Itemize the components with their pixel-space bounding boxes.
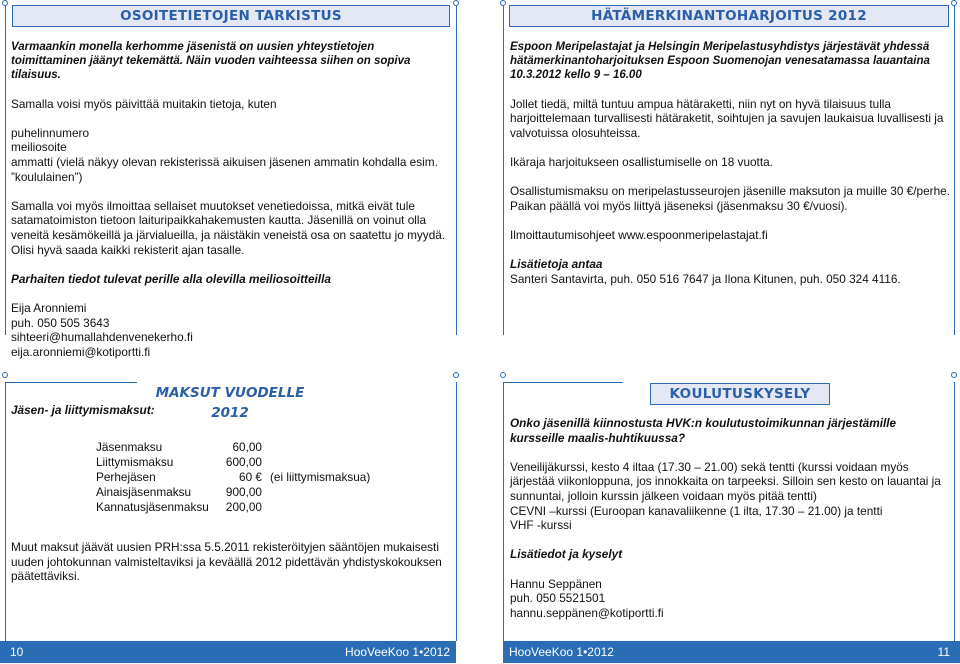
issue-label-right: HooVeeKoo 1•2012 [509,645,614,659]
fee-amount: 900,00 [225,485,262,499]
fee-amount: 600,00 [225,455,262,469]
survey-contact-name: Hannu Seppänen [510,576,602,591]
frame-dot [951,0,957,6]
frame-line-right [954,0,955,335]
frame-line-lower-center-l [456,382,457,641]
section-title-address-check: OSOITETIETOJEN TARKISTUS [12,5,450,27]
update-item: ammatti (vielä näkyy olevan rekisterissä aikuisen jäsenen ammatin kohdalla esim. ”koululainen”) [11,154,438,184]
exercise-registration[interactable]: Ilmoittautumisohjeet www.espoonmeripelastajat.fi [510,227,768,242]
survey-question: Onko jäsenillä kiinnostusta HVK:n koulutustoimikunnan järjestämille kursseille maalis-huhtikuussa? [510,416,897,445]
survey-contact-phone: puh. 050 5521501 [510,591,606,606]
fee-amount: 60,00 [232,440,262,454]
fee-row [96,455,370,470]
more-info-contacts: Santeri Santavirta, puh. 050 516 7647 ja Ilona Kitunen, puh. 050 324 4116. [510,271,901,286]
course-survey-column [510,416,950,620]
contact-name: Eija Aronniemi [11,300,87,315]
frame-line-center-left [456,0,457,335]
frame-line-mid-left [5,382,137,383]
update-item: puhelinnumero [11,125,90,140]
survey-contact-email[interactable]: hannu.seppänen@kotiportti.fi [510,605,664,620]
frame-dot [453,372,459,378]
section-title-course-survey: KOULUTUSKYSELY [650,383,830,405]
update-lead: Samalla voisi myös päivittää muitakin tietoja, kuten [11,96,277,111]
footer-right [503,641,960,663]
contact-email[interactable]: eija.aronniemi@kotiportti.fi [11,344,151,359]
fee-note [262,455,270,470]
fee-name: Ainaisjäsenmaksu [96,485,192,499]
frame-line-mid-right [503,382,623,383]
frame-dot [2,372,8,378]
fee-row [96,440,370,455]
course-item: VHF -kurssi [510,518,572,533]
more-info-label: Lisätietoja antaa [510,257,603,272]
contact-phone: puh. 050 505 3643 [11,315,110,330]
frame-line-left [5,0,6,335]
frame-dot [453,0,459,6]
address-check-column [11,40,451,359]
frame-dot [500,0,506,6]
frame-line-center-right [503,0,504,335]
fee-name: Jäsenmaksu [96,440,163,454]
course-item: CEVNI –kurssi (Euroopan kanavaliikenne (1 ilta, 17.30 – 21.00) ja tentti [510,503,883,518]
frame-dot [500,372,506,378]
other-fees-note: Muut maksut jäävät uusien PRH:ssa 5.5.2011 rekisteröityjen sääntöjen mukaisesti uuden johtokunnan valmisteltaviksi ja keväällä 2012 pidettävän yhdistyskokouksen päätettäviksi. [11,540,442,584]
section-title-fees: MAKSUT VUODELLE 2012 [140,383,320,405]
footer-left [0,641,456,663]
best-route-note: Parhaiten tiedot tulevat perille alla olevilla meiliosoitteilla [11,271,331,286]
frame-line-lower-right [954,382,955,641]
frame-dot [951,372,957,378]
course-item: Veneilijäkurssi, kesto 4 iltaa (17.30 – 21.00) sekä tentti (kurssi voidaan myös järjestää viikonloppuna, jos innokkaita on tarpeeksi. Silloin sen kesto on lauantai ja sunnuntai, jolloin kurssin jälkeen voidaan myös pitää tentti) [510,459,941,503]
flare-exercise-column [510,40,950,286]
boat-info-paragraph: Samalla voi myös ilmoittaa sellaiset muutokset venetiedoissa, mitkä eivät tule satamatoimiston tietoon laituripaikkahakemusten kautta. Jäsenillä on voinut olla veneitä kesämökeillä ja järvialueilla, ja näistäkin veneistä osa on saatettu jo myydä. Olisi hyvä saada kaikki rekisterit ajan tasalle. [11,198,446,257]
fee-name: Liittymismaksu [96,455,174,469]
survey-more-label: Lisätiedot ja kyselyt [510,547,623,562]
address-intro: Varmaankin monella kerhomme jäsenistä on uusien yhteystietojen toimittaminen jäänyt tekemättä. Näin vuoden vaihteessa siihen on sopiva tilaisuus. [11,41,411,81]
update-item: meiliosoite [11,140,67,155]
fees-subtitle: Jäsen- ja liittymismaksut: [11,403,155,417]
section-title-flare-exercise: HÄTÄMERKINANTOHARJOITUS 2012 [509,5,949,27]
page-number-right: 11 [937,645,950,659]
exercise-paragraph: Jollet tiedä, miltä tuntuu ampua hätäraketti, niin nyt on hyvä tilaisuus tulla harjoittelemaan turvallisesti hätäraketit, soihtujen ja savujen laukaisua luvallisesti ja valvotuissa olosuhteissa. [510,96,944,140]
fee-note: (ei liittymismaksua) [270,470,371,484]
contact-email[interactable]: sihteeri@humallahdenvenekerho.fi [11,330,193,345]
issue-label-left: HooVeeKoo 1•2012 [345,645,450,659]
fee-note [262,485,270,500]
frame-line-lower-left [5,382,6,641]
exercise-age-limit: Ikäraja harjoitukseen osallistumiselle on 18 vuotta. [510,154,773,169]
fee-amount: 200,00 [225,500,262,514]
exercise-lead: Espoon Meripelastajat ja Helsingin Meripelastusyhdistys järjestävät yhdessä hätämerkinantoharjoituksen Espoon Suomenojan venesatamassa lauantaina 10.3.2012 kello 9 – 16.00 [510,41,930,81]
exercise-fee: Osallistumismaksu on meripelastusseurojen jäsenille maksuton ja muille 30 €/perhe. Paikan päällä voi myös liittyä jäseneksi (jäsenmaksu 30 €/vuosi). [510,184,950,213]
fee-name: Kannatusjäsenmaksu [96,500,209,514]
fee-row [96,500,370,515]
fee-amount: 60 € [239,470,262,484]
page-number-left: 10 [10,645,24,659]
fee-row [96,485,370,500]
fee-row [96,470,370,485]
fee-name: Perhejäsen [96,470,156,484]
fee-note [262,500,270,515]
frame-line-lower-center-r [503,382,504,641]
frame-dot [2,0,8,6]
fee-table [96,440,370,515]
fee-note [262,440,270,455]
